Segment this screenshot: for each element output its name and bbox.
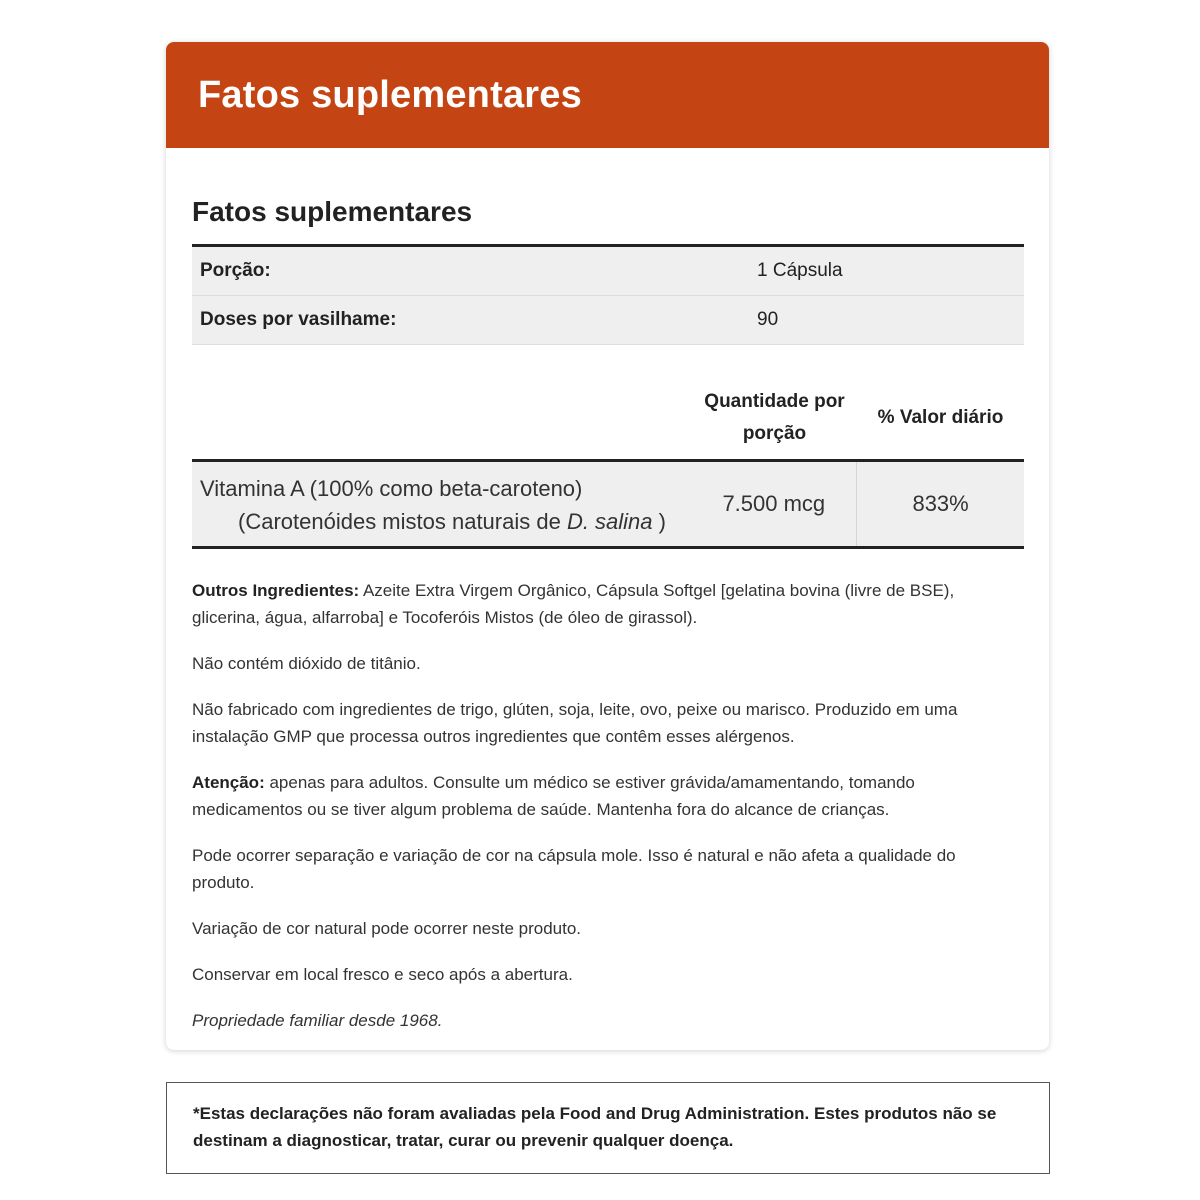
nutrient-name xyxy=(192,462,691,546)
serving-label: Porção: xyxy=(200,260,271,281)
color-variation-note: Variação de cor natural pode ocorrer neste produto. xyxy=(192,919,582,938)
nutrient-source-species: D. salina xyxy=(566,509,653,534)
warning-note xyxy=(192,769,1002,823)
other-ingredients-label: Outros Ingredientes: xyxy=(192,581,360,600)
nutrient-row xyxy=(192,462,1024,549)
serving-table xyxy=(192,244,1024,345)
serving-row xyxy=(192,247,1024,296)
product-notes xyxy=(192,577,1002,1034)
nutrient-daily-value: 833% xyxy=(912,491,969,516)
amount-header-line1: Quantidade por xyxy=(704,391,845,412)
family-owned-note: Propriedade familiar desde 1968. xyxy=(192,1011,443,1030)
fda-disclaimer: *Estas declarações não foram avaliadas pela Food and Drug Administration. Estes produtos não se destinam a diagnosticar, tratar, curar ou prevenir qualquer doença. xyxy=(166,1082,1050,1174)
other-ingredients xyxy=(192,577,1002,631)
nutrient-source-prefix: (Carotenóides mistos naturais de xyxy=(238,509,567,534)
servings-per-container-label: Doses por vasilhame: xyxy=(200,309,397,330)
servings-per-container-value: 90 xyxy=(757,309,779,330)
nutrient-source xyxy=(200,505,691,538)
nutrient-source-suffix: ) xyxy=(652,509,666,534)
servings-per-container-row xyxy=(192,296,1024,345)
storage-note: Conservar em local fresco e seco após a abertura. xyxy=(192,965,573,984)
other-ingredients-text: Azeite Extra Virgem Orgânico, Cápsula Softgel [gelatina bovina (livre de BSE), glicerina, água, alfarroba] e Tocoferóis Mistos (de óleo de girassol). xyxy=(192,581,955,627)
warning-label: Atenção: xyxy=(192,773,265,792)
amount-header xyxy=(692,386,857,450)
daily-value-header: % Valor diário xyxy=(877,407,1004,428)
amount-header-line2: porção xyxy=(742,423,807,444)
nutrient-main-name: Vitamina A (100% como beta-caroteno) xyxy=(200,476,583,501)
warning-text: apenas para adultos. Consulte um médico se estiver grávida/amamentando, tomando medicamentos ou se tiver algum problema de saúde. Mantenha fora do alcance de crianças. xyxy=(192,773,915,819)
supplement-facts-card xyxy=(166,42,1049,1050)
serving-value: 1 Cápsula xyxy=(757,260,843,281)
nutrient-amount: 7.500 mcg xyxy=(691,462,857,546)
header-title: Fatos suplementares xyxy=(198,73,582,116)
allergen-note: Não fabricado com ingredientes de trigo, glúten, soja, leite, ovo, peixe ou marisco. Produzido em uma instalação GMP que processa outros ingredientes que contêm esses alérgenos. xyxy=(192,700,958,746)
facts-title: Fatos suplementares xyxy=(192,196,473,227)
nutrient-table-header xyxy=(192,383,1024,462)
card-header xyxy=(166,42,1049,148)
titanium-note: Não contém dióxido de titânio. xyxy=(192,654,421,673)
card-body xyxy=(166,194,1049,1034)
separation-note: Pode ocorrer separação e variação de cor na cápsula mole. Isso é natural e não afeta a qualidade do produto. xyxy=(192,846,956,892)
